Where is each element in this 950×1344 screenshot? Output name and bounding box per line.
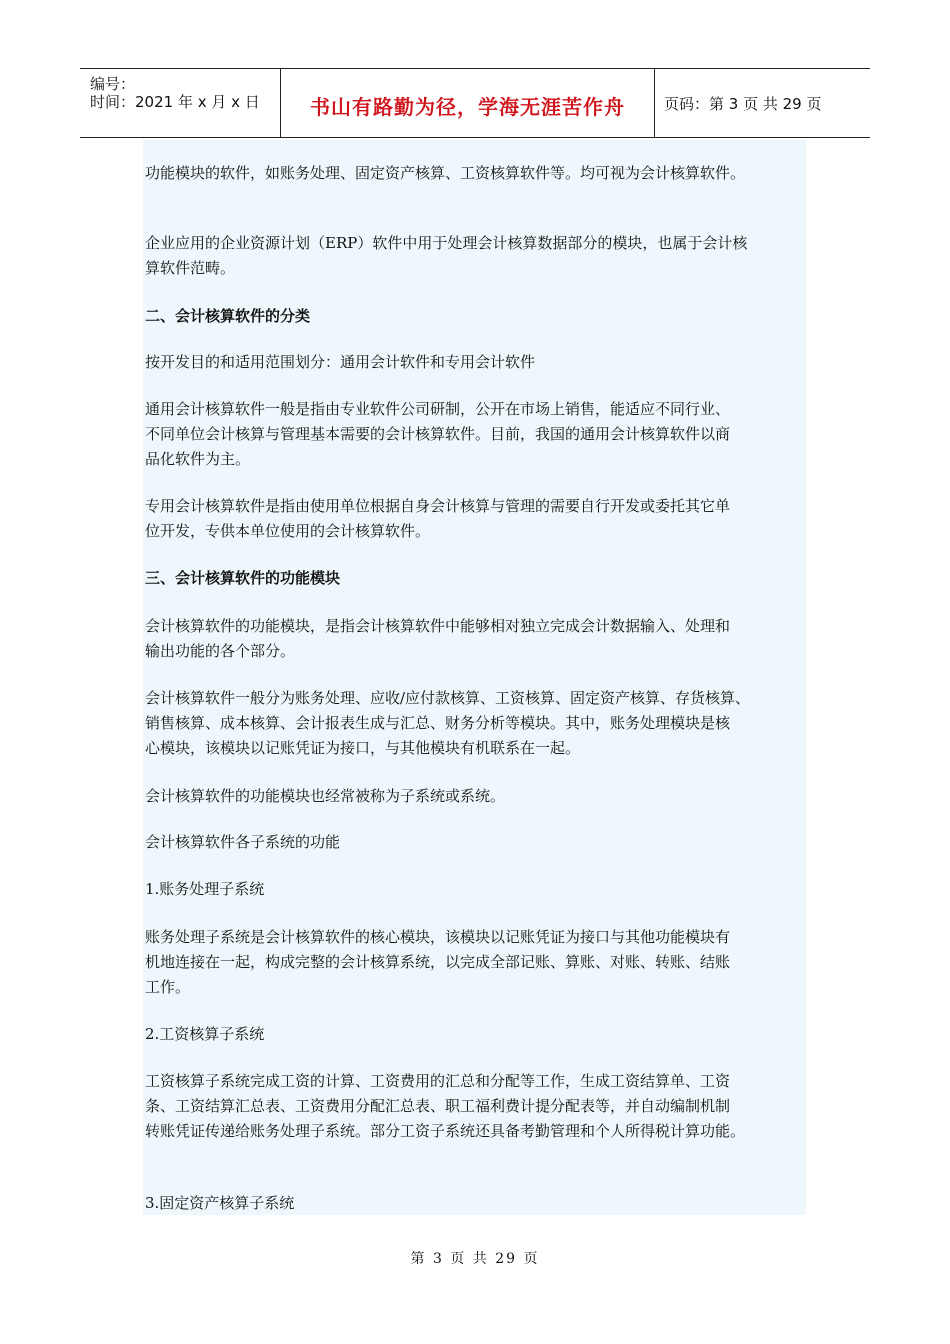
- header-info-cell: [80, 69, 280, 137]
- body-line: 工作。: [145, 978, 191, 996]
- body-line: 心模块，该模块以记账凭证为接口，与其他模块有机联系在一起。: [145, 739, 581, 757]
- subsection-heading: 1.账务处理子系统: [145, 880, 265, 898]
- body-line: 账务处理子系统是会计核算软件的核心模块，该模块以记账凭证为接口与其他功能模块有: [145, 928, 731, 946]
- body-line: 会计核算软件的功能模块也经常被称为子系统或系统。: [145, 787, 506, 805]
- subsection-heading: 2.工资核算子系统: [145, 1025, 265, 1043]
- document-body: [143, 140, 806, 1215]
- body-line: 不同单位会计核算与管理基本需要的会计核算软件。目前，我国的通用会计核算软件以商: [145, 425, 731, 443]
- body-line: 品化软件为主。: [145, 450, 251, 468]
- header-motto: 书山有路勤为径，学海无涯苦作舟: [310, 95, 625, 119]
- section-heading: 二、会计核算软件的分类: [145, 307, 311, 325]
- body-line: 按开发目的和适用范围划分：通用会计软件和专用会计软件: [145, 353, 536, 371]
- header-page-number: 页码：第 3 页 共 29 页: [664, 95, 822, 113]
- body-line: 算软件范畴。: [145, 259, 236, 277]
- body-line: 会计核算软件各子系统的功能: [145, 833, 341, 851]
- body-line: 会计核算软件的功能模块，是指会计核算软件中能够相对独立完成会计数据输入、处理和: [145, 617, 731, 635]
- body-line: 销售核算、成本核算、会计报表生成与汇总、财务分析等模块。其中，账务处理模块是核: [145, 714, 731, 732]
- body-line: 工资核算子系统完成工资的计算、工资费用的汇总和分配等工作，生成工资结算单、工资: [145, 1072, 731, 1090]
- body-line: 转账凭证传递给账务处理子系统。部分工资子系统还具备考勤管理和个人所得税计算功能。: [145, 1122, 746, 1140]
- body-line: 条、工资结算汇总表、工资费用分配汇总表、职工福利费计提分配表等，并自动编制机制: [145, 1097, 731, 1115]
- header-motto-cell: [280, 69, 655, 137]
- header-page-cell: [654, 69, 870, 137]
- document-date-label: 时间：2021 年 x 月 x 日: [90, 93, 260, 111]
- body-line: 企业应用的企业资源计划（ERP）软件中用于处理会计核算数据部分的模块，也属于会计核: [145, 234, 748, 252]
- body-line: 会计核算软件一般分为账务处理、应收/应付款核算、工资核算、固定资产核算、存货核算、: [145, 689, 751, 707]
- page-header: [80, 68, 870, 138]
- body-line: 输出功能的各个部分。: [145, 642, 296, 660]
- document-number-label: 编号：: [90, 75, 136, 93]
- page-footer: 第 3 页 共 29 页: [410, 1251, 540, 1267]
- body-line: 通用会计核算软件一般是指由专业软件公司研制，公开在市场上销售，能适应不同行业、: [145, 400, 731, 418]
- body-line: 专用会计核算软件是指由使用单位根据自身会计核算与管理的需要自行开发或委托其它单: [145, 497, 731, 515]
- subsection-heading: 3.固定资产核算子系统: [145, 1194, 295, 1212]
- section-heading: 三、会计核算软件的功能模块: [145, 569, 341, 587]
- body-line: 机地连接在一起，构成完整的会计核算系统，以完成全部记账、算账、对账、转账、结账: [145, 953, 731, 971]
- body-line: 位开发，专供本单位使用的会计核算软件。: [145, 522, 431, 540]
- body-line: 功能模块的软件，如账务处理、固定资产核算、工资核算软件等。均可视为会计核算软件。: [145, 164, 746, 182]
